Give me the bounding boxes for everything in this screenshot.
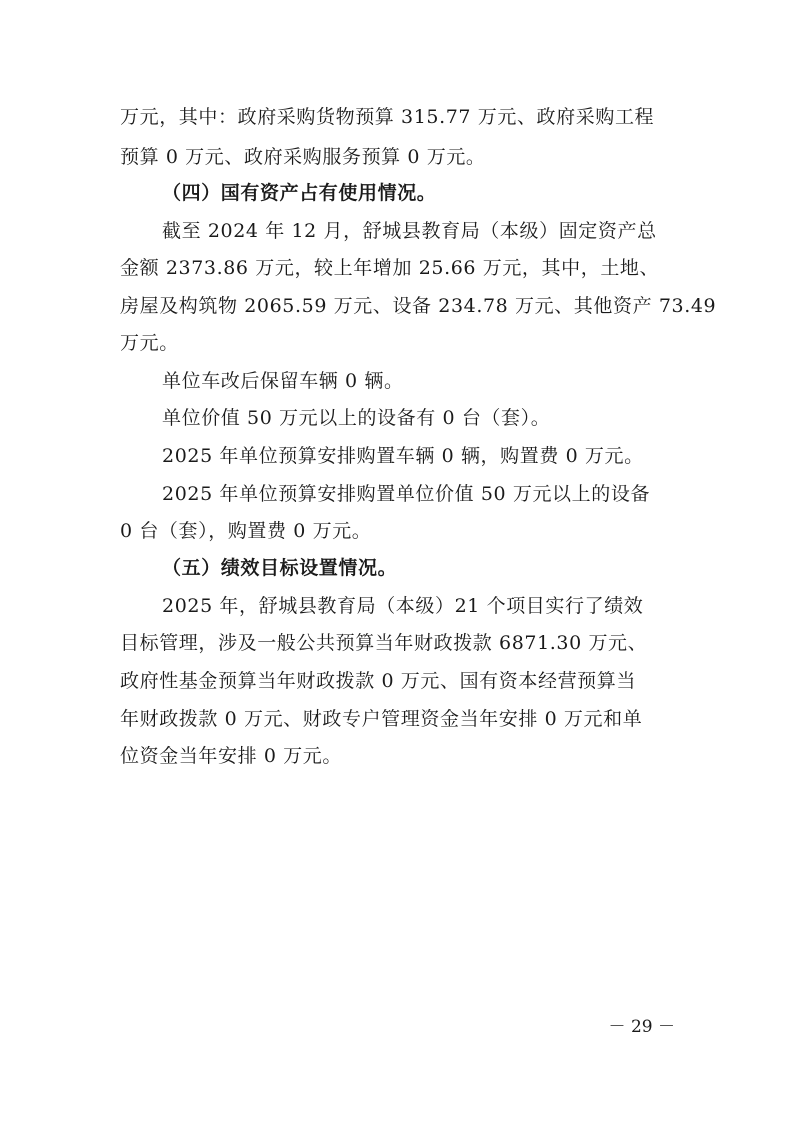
paragraph-line: 目标管理，涉及一般公共预算当年财政拨款 6871.30 万元、 <box>120 632 648 654</box>
paragraph-line: 单位价值 50 万元以上的设备有 0 台（套）。 <box>162 407 551 429</box>
page-number: － 29 － <box>608 1017 675 1037</box>
paragraph-line: 位资金当年安排 0 万元。 <box>120 745 342 767</box>
paragraph-line: 金额 2373.86 万元，较上年增加 25.66 万元，其中，土地、 <box>120 257 660 279</box>
paragraph-line: 年财政拨款 0 万元、财政专户管理资金当年安排 0 万元和单 <box>120 708 643 730</box>
paragraph-line: 2025 年，舒城县教育局（本级）21 个项目实行了绩效 <box>162 595 644 617</box>
paragraph-line: 单位车改后保留车辆 0 辆。 <box>162 370 404 392</box>
paragraph-line: 万元。 <box>120 332 179 354</box>
paragraph-line: 0 台（套），购置费 0 万元。 <box>120 520 372 542</box>
paragraph-line: 截至 2024 年 12 月，舒城县教育局（本级）固定资产总 <box>162 220 657 242</box>
paragraph-line: 房屋及构筑物 2065.59 万元、设备 234.78 万元、其他资产 73.49 <box>120 295 717 317</box>
section-heading-assets: （四）国有资产占有使用情况。 <box>162 182 437 204</box>
section-heading-performance: （五）绩效目标设置情况。 <box>162 557 398 579</box>
paragraph-line: 2025 年单位预算安排购置车辆 0 辆，购置费 0 万元。 <box>162 445 644 467</box>
paragraph-line: 2025 年单位预算安排购置单位价值 50 万元以上的设备 <box>162 483 651 505</box>
paragraph-line: 万元，其中：政府采购货物预算 315.77 万元、政府采购工程 <box>120 106 655 128</box>
paragraph-line: 预算 0 万元、政府采购服务预算 0 万元。 <box>120 146 486 168</box>
paragraph-line: 政府性基金预算当年财政拨款 0 万元、国有资本经营预算当 <box>120 670 636 692</box>
